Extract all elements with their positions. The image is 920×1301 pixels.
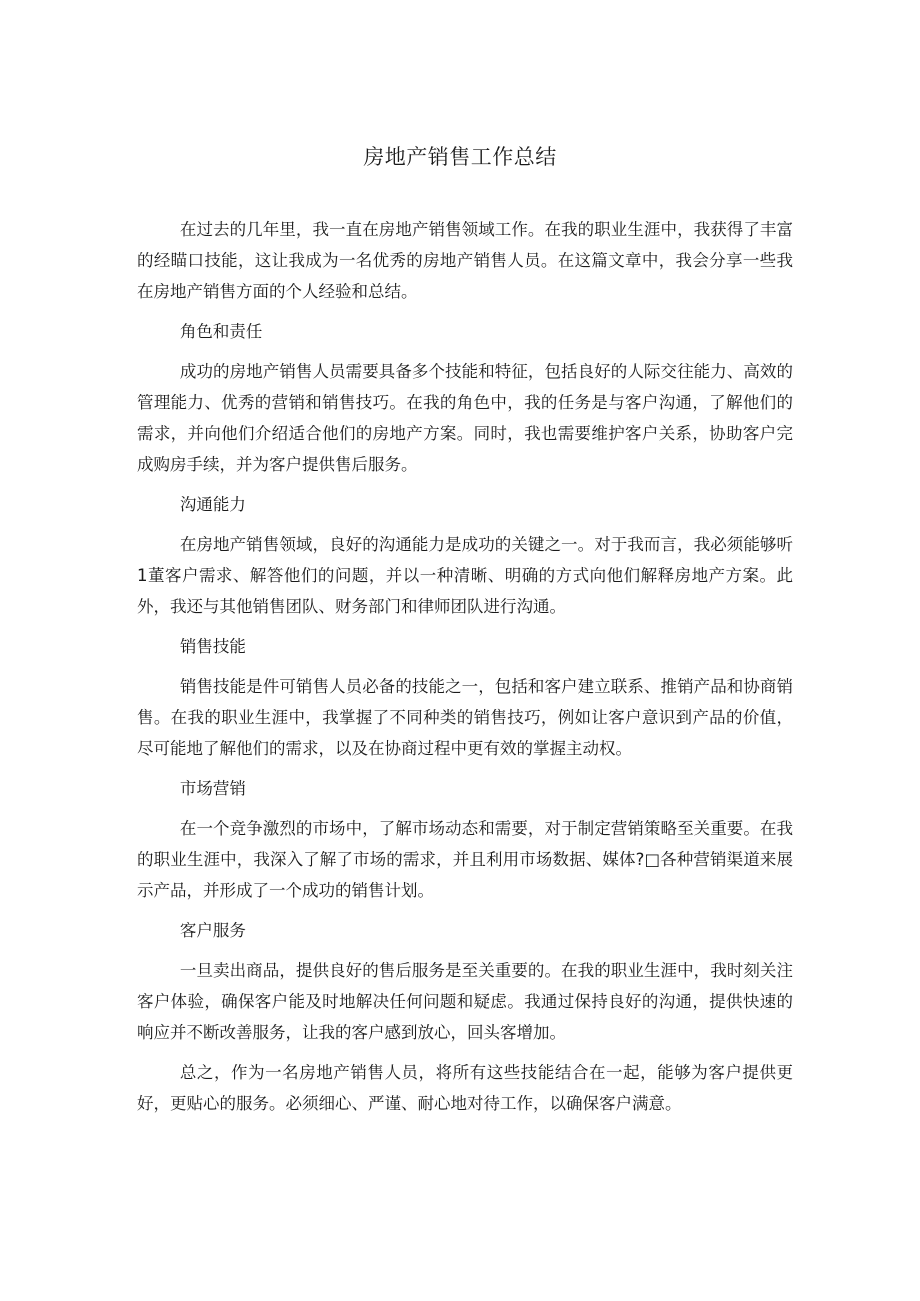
roles-paragraph: 成功的房地产销售人员需要具备多个技能和特征，包括良好的人际交往能力、高效的管理能力、优秀的营销和销售技巧。在我的角色中，我的任务是与客户沟通，了解他们的需求，并向他们介绍适合他们的房地产方案。同时，我也需要维护客户关系，协助客户完成购房手续，并为客户提供售后服务。 <box>137 362 793 474</box>
section-heading-marketing: 市场营销 <box>179 779 246 798</box>
section-heading-communication: 沟通能力 <box>179 495 246 514</box>
customer-service-paragraph: 一旦卖出商品，提供良好的售后服务是至关重要的。在我的职业生涯中，我时刻关注客户体验，确保客户能及时地解决任何问题和疑虑。我通过保持良好的沟通，提供快速的响应并不断改善服务，让我的客户感到放心，回头客增加。 <box>137 961 793 1042</box>
sales-skills-paragraph: 销售技能是件可销售人员必备的技能之一，包括和客户建立联系、推销产品和协商销售。在我的职业生涯中，我掌握了不同种类的销售技巧，例如让客户意识到产品的价值，尽可能地了解他们的需求，以及在协商过程中更有效的掌握主动权。 <box>137 677 793 758</box>
section-heading-customer-service: 客户服务 <box>179 921 246 940</box>
marketing-paragraph: 在一个竞争激烈的市场中，了解市场动态和需要，对于制定营销策略至关重要。在我的职业生涯中，我深入了解了市场的需求，并且利用市场数据、媒体?□各种营销渠道来展示产品，并形成了一个成功的销售计划。 <box>137 819 793 900</box>
communication-paragraph: 在房地产销售领域，良好的沟通能力是成功的关键之一。对于我而言，我必须能够听1董客户需求、解答他们的问题，并以一种清晰、明确的方式向他们解释房地产方案。此外，我还与其他销售团队、财务部门和律师团队进行沟通。 <box>137 535 793 616</box>
conclusion-paragraph: 总之，作为一名房地产销售人员，将所有这些技能结合在一起，能够为客户提供更好，更贴心的服务。必须细心、严谨、耐心地对待工作，以确保客户满意。 <box>137 1063 793 1113</box>
document-body <box>137 214 793 1128</box>
section-heading-roles: 角色和责任 <box>179 322 263 341</box>
section-heading-sales-skills: 销售技能 <box>179 637 246 656</box>
document-title: 房地产销售工作总结 <box>363 145 557 169</box>
intro-paragraph: 在过去的几年里，我一直在房地产销售领域工作。在我的职业生涯中，我获得了丰富的经瞄口技能，这让我成为一名优秀的房地产销售人员。在这篇文章中，我会分享一些我在房地产销售方面的个人经验和总结。 <box>137 220 793 301</box>
